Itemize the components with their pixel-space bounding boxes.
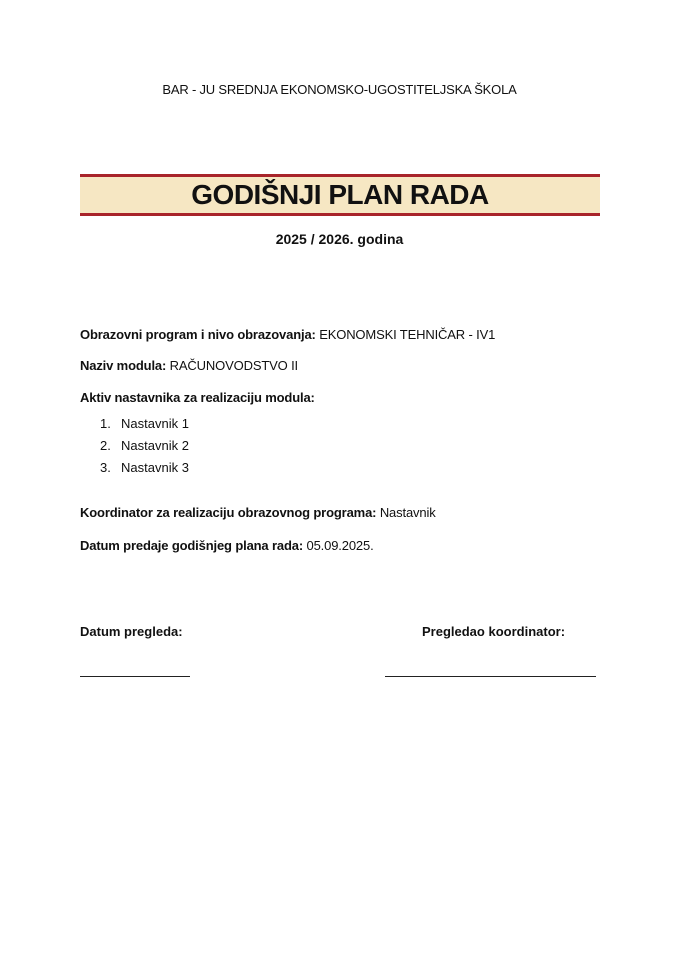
submission-date-value: 05.09.2025. [306, 538, 374, 553]
review-date-label: Datum pregleda: [80, 624, 183, 639]
teacher-list [100, 413, 189, 479]
coordinator-label: Koordinator za realizaciju obrazovnog programa: [80, 505, 377, 520]
school-name: BAR - JU SREDNJA EKONOMSKO-UGOSTITELJSKA ŠKOLA [162, 82, 517, 97]
list-item [100, 413, 189, 435]
coordinator-field [80, 505, 436, 520]
program-value: EKONOMSKI TEHNIČAR - IV1 [319, 327, 496, 342]
list-item-number: 3. [100, 460, 111, 475]
list-item-number: 2. [100, 438, 111, 453]
submission-date-field [80, 538, 374, 553]
submission-date-label: Datum predaje godišnjeg plana rada: [80, 538, 304, 553]
module-value: RAČUNOVODSTVO II [169, 358, 298, 373]
teachers-label: Aktiv nastavnika za realizaciju modula: [80, 390, 315, 405]
module-label: Naziv modula: [80, 358, 167, 373]
review-date-signature-line [80, 676, 190, 677]
teachers-field [80, 390, 315, 405]
coordinator-signature-line [385, 676, 596, 677]
coordinator-value: Nastavnik [379, 505, 436, 520]
list-item-name: Nastavnik 3 [121, 460, 189, 475]
list-item-name: Nastavnik 2 [121, 438, 189, 453]
title-band [80, 174, 600, 216]
list-item [100, 457, 189, 479]
module-field [80, 358, 298, 373]
school-year: 2025 / 2026. godina [275, 231, 404, 247]
reviewed-by-label: Pregledao koordinator: [422, 624, 566, 639]
program-field [80, 327, 495, 342]
document-title: GODIŠNJI PLAN RADA [191, 179, 489, 210]
program-label: Obrazovni program i nivo obrazovanja: [80, 327, 316, 342]
list-item [100, 435, 189, 457]
list-item-name: Nastavnik 1 [121, 416, 189, 431]
list-item-number: 1. [100, 416, 111, 431]
